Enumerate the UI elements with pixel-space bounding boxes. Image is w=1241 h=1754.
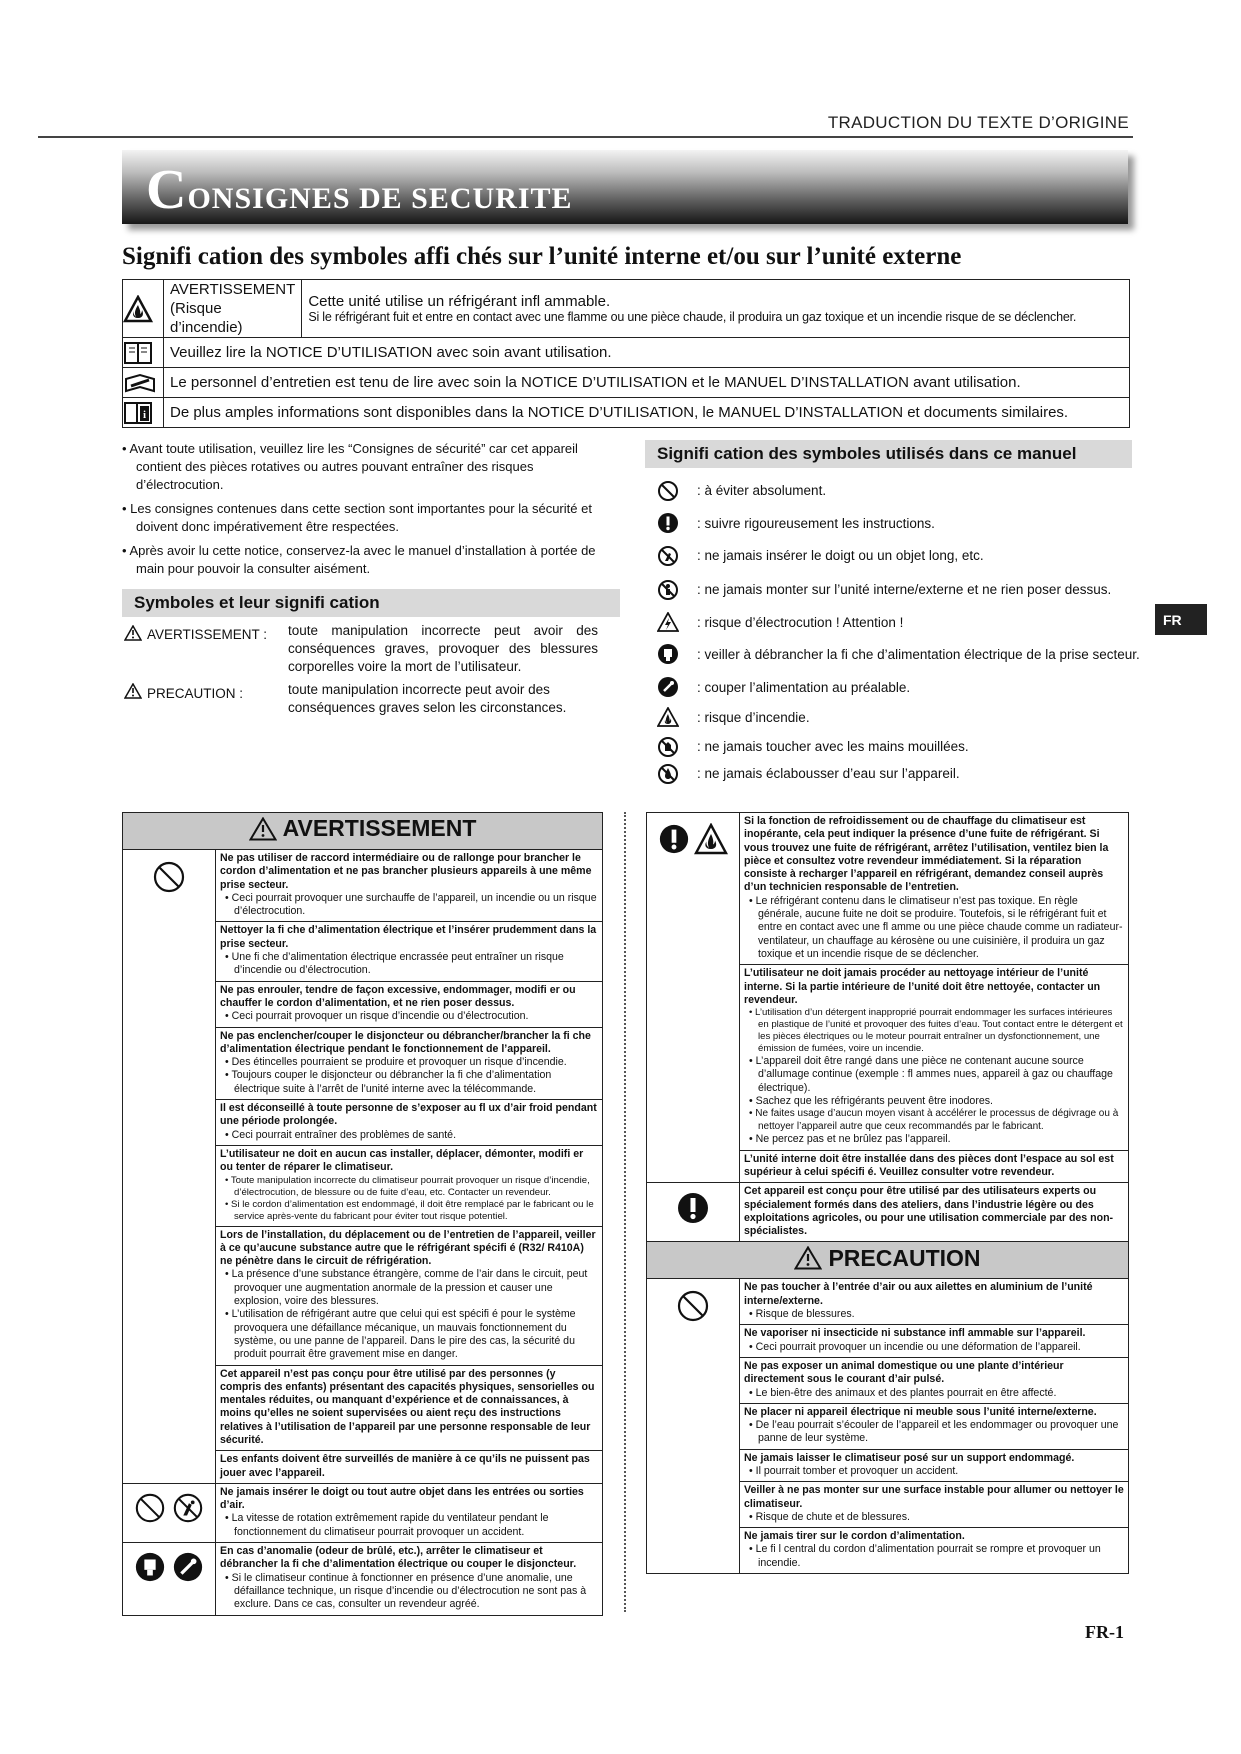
avertissement-definition: toute manipulation incorrecte peut avoir des conséquences graves, provoquer des blessures corporelles voire la mort de l’utilisateur. bbox=[288, 623, 598, 674]
avertissement-label: AVERTISSEMENT : bbox=[147, 627, 268, 642]
precaution-triangle-icon bbox=[124, 683, 142, 699]
precaution-item-4 bbox=[740, 1403, 1129, 1449]
avert-item-2 bbox=[216, 922, 603, 981]
title-rest: ONSIGNES DE SECURITE bbox=[187, 182, 573, 215]
service-manual-text: Le personnel d’entretien est tenu de lire avec soin la NOTICE D’UTILISATION et le MANUEL D’INSTALLATION avant utilisation. bbox=[164, 368, 1130, 398]
read-manual-text: Veuillez lire la NOTICE D’UTILISATION avec soin avant utilisation. bbox=[164, 338, 1130, 368]
unit-symbols-table bbox=[122, 279, 1130, 428]
precaution-header-icon bbox=[794, 1246, 822, 1270]
right-item-3-heading: L’unité interne doit être installée dans des pièces dont l’espace au sol est supérieur à celui spécifi é. Veuillez consulter votre revendeur. bbox=[744, 1152, 1114, 1178]
more-info-text: De plus amples informations sont disponibles dans la NOTICE D’UTILISATION, le MANUEL D’INSTALLATION et documents similaires. bbox=[164, 398, 1130, 428]
avert-prohibition-cell bbox=[123, 850, 216, 1484]
avert-item-7-note-2: • L’utilisation de réfrigérant autre que celui qui est spécifi é pour le système provoquera une défaillance mécanique, un mauvais fonctionnement du système, ou une panne de l’appareil. Dans le pire des cas, la sécurité du produit pourrait être gravement mise en danger. bbox=[225, 1308, 576, 1361]
precaution-definition: toute manipulation incorrecte peut avoir des conséquences graves selon les circonstances. bbox=[288, 682, 567, 715]
right-item-2-note-2: • L’appareil doit être rangé dans une pièce ne contenant aucune source d’allumage continue (exemple : fl ammes nues, appareil à gaz ou chauffage électrique). bbox=[749, 1055, 1113, 1094]
right-mandatory-cell bbox=[647, 1183, 740, 1242]
manual-symbol-text-9: : ne jamais toucher avec les mains mouillées. bbox=[697, 739, 969, 754]
avert-item-7 bbox=[216, 1226, 603, 1365]
avert-item-3-note: • Ceci pourrait provoquer un risque d’incendie ou d’électrocution. bbox=[225, 1010, 529, 1023]
no-finger-icon bbox=[172, 1492, 204, 1524]
avert-item-1 bbox=[216, 850, 603, 922]
manual-symbol-text-2: : suivre rigoureusement les instructions. bbox=[697, 516, 935, 531]
avert-item-8-heading: Cet appareil n’est pas conçu pour être utilisé par des personnes (y compris des enfants) présentant des capacités physiques, sensorielles ou mentales réduites, ou manquant d’expérience et de connaissances, à moins qu’elles ne soient supervisées ou aient reçu des instructions relatives à l’utilisation de l’appareil par une personne responsable de leur sécurité. bbox=[220, 1367, 595, 1446]
avert-item-5-note: • Ceci pourrait entraîner des problèmes de santé. bbox=[225, 1128, 457, 1141]
right-item-1 bbox=[740, 813, 1129, 965]
unplug-icon bbox=[134, 1551, 166, 1583]
precaution-item-1-note: • Risque de blessures. bbox=[749, 1308, 855, 1321]
no-wet-hands-icon bbox=[657, 736, 679, 758]
avert-item-6-note-2: • Si le cordon d’alimentation est endommagé, il doit être remplacé par le fabricant ou le service après-vente du fabricant pour éviter tout risque potentiel. bbox=[225, 1198, 594, 1222]
avert-item-6-note-1: • Toute manipulation incorrecte du climatiseur pourrait provoquer un risque d’incendie, d’électrocution, de blessure ou de fuite d’eau, etc. Contacter un revendeur. bbox=[225, 1174, 590, 1198]
avert-item-9-heading: Les enfants doivent être surveillés de manière à ce qu’ils ne puissent pas jouer avec l’appareil. bbox=[220, 1453, 590, 1479]
column-divider bbox=[624, 812, 626, 1612]
warning-text-cell bbox=[302, 280, 1130, 338]
precaution-label: PRECAUTION : bbox=[147, 686, 244, 701]
header-translation-note: TRADUCTION DU TEXTE D’ORIGINE bbox=[827, 113, 1129, 132]
precaution-header bbox=[647, 1242, 1129, 1279]
right-item-4 bbox=[740, 1183, 1129, 1242]
refrigerant-leak-text: Si le réfrigérant fuit et entre en contact avec une flamme ou une pièce chaude, il produira un gaz toxique et un incendie risque de se déclencher. bbox=[308, 310, 1077, 324]
avert-no-finger-cell bbox=[123, 1483, 216, 1542]
manual-symbol-text-10: : ne jamais éclabousser d’eau sur l’appareil. bbox=[697, 766, 960, 781]
language-tab: FR bbox=[1155, 604, 1207, 635]
avertissement-table bbox=[122, 812, 603, 1616]
avert-item-7-heading: Lors de l’installation, du déplacement ou de l’entretien de l’appareil, veiller à ce qu’aucune substance autre que le réfrigérant spécifi é (R32/ R410A) ne pénètre dans le circuit de réfrigération. bbox=[220, 1228, 596, 1268]
right-item-1-note: • Le réfrigérant contenu dans le climatiseur n’est pas toxique. En règle générale, aucune fuite ne doit se produire. Toutefois, si le réfrigérant fuit et entre en contact avec une fl amme ou une pièce chaude comme un radiateur-ventilateur, un chauffage au kérosène ou une cuisinière, il produira un gaz toxique et un incendie risque de se déclencher. bbox=[749, 894, 1123, 960]
avertissement-header bbox=[123, 813, 603, 850]
precaution-item-6-heading: Veiller à ne pas monter sur une surface instable pour allumer ou nettoyer le climatiseur. bbox=[744, 1484, 1124, 1510]
right-item-2-note-5: • Ne percez pas et ne brûlez pas l’appareil. bbox=[749, 1133, 951, 1146]
fire-risk-label: (Risque d’incendie) bbox=[170, 300, 243, 336]
mandatory-icon bbox=[657, 512, 679, 534]
page-number: FR-1 bbox=[1085, 1622, 1124, 1642]
flammable-refrigerant-text: Cette unité utilise un réfrigérant infl ammable. bbox=[308, 293, 611, 310]
right-item-2-note-4: • Ne faites usage d’aucun moyen visant à accélérer le processus de dégivrage ou à nettoyer l’appareil autre que ceux recommandés par le fabricant. bbox=[749, 1108, 1119, 1132]
precaution-prohibition-cell bbox=[647, 1279, 740, 1574]
intro-bullet-3: • Après avoir lu cette notice, conservez-la avec le manuel d’installation à portée de main pour pouvoir la consulter aisément. bbox=[122, 543, 596, 576]
precaution-item-3-heading: Ne pas exposer un animal domestique ou une plante d’intérieur directement sous le courant d’air pulsé. bbox=[744, 1359, 1064, 1386]
precaution-item-3 bbox=[740, 1357, 1129, 1403]
avert-item-5 bbox=[216, 1100, 603, 1146]
warning-label-cell bbox=[164, 280, 302, 338]
info-book-icon bbox=[123, 398, 164, 428]
right-warning-table bbox=[646, 812, 1129, 1574]
avert-item-2-note: • Une fi che d’alimentation électrique encrassée peut entraîner un risque d’incendie ou d’électrocution. bbox=[225, 951, 564, 977]
precaution-item-6-note: • Risque de chute et de blessures. bbox=[749, 1510, 910, 1523]
right-warning-icons-cell bbox=[647, 813, 740, 1183]
prohibition-icon bbox=[152, 860, 186, 894]
right-item-2-note-1: • L’utilisation d’un détergent inapproprié pourrait endommager les surfaces intérieures en plastique de l’unité et provoquer des fuites d’eau. Tout contact entre le détergent et les pièces électriques ou le moteur pourrait entraîner un dysfonctionnement, une émission de fumées, voire un incendie. bbox=[749, 1007, 1123, 1055]
precaution-item-4-note: • De l’eau pourrait s’écouler de l’appareil et les endommager ou provoquer une panne de leur système. bbox=[749, 1419, 1119, 1445]
avert-item-9 bbox=[216, 1451, 603, 1484]
page-title bbox=[146, 158, 573, 222]
precaution-item-3-note: • Le bien-être des animaux et des plantes pourrait en être affecté. bbox=[749, 1386, 1057, 1399]
right-item-3 bbox=[740, 1150, 1129, 1183]
warning-triangle-icon bbox=[124, 625, 142, 641]
precaution-title: PRECAUTION bbox=[828, 1244, 981, 1271]
mandatory-icon bbox=[676, 1191, 710, 1225]
header-rule bbox=[38, 136, 1133, 138]
precaution-item-5-heading: Ne jamais laisser le climatiseur posé sur un support endommagé. bbox=[744, 1451, 1075, 1464]
prohibition-icon bbox=[657, 480, 679, 502]
electric-shock-icon bbox=[657, 612, 679, 632]
precaution-item-7 bbox=[740, 1528, 1129, 1574]
avert-item-1-heading: Ne pas utiliser de raccord intermédiaire ou de rallonge pour brancher le cordon d’alimentation et ne pas brancher plusieurs appareils à une même prise secteur. bbox=[220, 852, 592, 891]
no-finger-icon bbox=[657, 545, 679, 567]
avert-item-3 bbox=[216, 981, 603, 1027]
right-item-1-heading: Si la fonction de refroidissement ou de chauffage du climatiseur est inopérante, cela peut indiquer la présence d’une fuite de réfrigérant. Si vous trouvez une fuite de réfrigérant, arrêtez l’utilisation, ventilez bien la pièce et consultez votre revendeur immédiatement. Si la réparation consiste à recharger l’appareil en réfrigérant, demandez conseil auprès d’un technicien responsable de l’entretien. bbox=[744, 815, 1109, 894]
right-item-2-heading: L’utilisateur ne doit jamais procéder au nettoyage intérieur de l’unité interne. Si la partie intérieure de l’unité doit être nettoyée, contacter un revendeur. bbox=[744, 967, 1101, 1006]
avert-item-11 bbox=[216, 1543, 603, 1615]
power-off-icon bbox=[172, 1551, 204, 1583]
fire-risk-icon bbox=[657, 707, 679, 727]
avert-item-1-note: • Ceci pourrait provoquer une surchauffe de l’appareil, un incendie ou un risque d’électrocution. bbox=[225, 891, 597, 918]
avert-item-6-heading: L’utilisateur ne doit en aucun cas installer, déplacer, démonter, modifi er ou tenter de réparer le climatiseur. bbox=[220, 1147, 584, 1174]
service-manual-icon bbox=[123, 368, 164, 398]
power-off-icon bbox=[657, 676, 679, 698]
unplug-icon bbox=[657, 643, 679, 665]
prohibition-icon bbox=[676, 1289, 710, 1323]
fire-risk-icon bbox=[694, 823, 728, 855]
no-water-splash-icon bbox=[657, 763, 679, 785]
manual-symbol-text-5: : risque d’électrocution ! Attention ! bbox=[697, 615, 904, 630]
avertissement-title: AVERTISSEMENT bbox=[282, 815, 477, 842]
precaution-item-5-note: • Il pourrait tomber et provoquer un accident. bbox=[749, 1464, 959, 1477]
manual-symbols-title: Signifi cation des symboles utilisés dans ce manuel bbox=[645, 440, 1132, 468]
book-icon bbox=[123, 338, 164, 368]
avert-item-4-heading: Ne pas enclencher/couper le disjoncteur ou débrancher/brancher la fi che d’alimentation électrique pendant le fonctionnement de l’appareil. bbox=[220, 1029, 591, 1055]
manual-symbol-text-7: : couper l’alimentation au préalable. bbox=[697, 680, 911, 695]
avert-item-2-heading: Nettoyer la fi che d’alimentation électrique et l’insérer prudemment dans la prise secteur. bbox=[220, 924, 597, 950]
precaution-item-7-heading: Ne jamais tirer sur le cordon d’alimentation. bbox=[744, 1530, 965, 1543]
prohibition-icon bbox=[134, 1492, 166, 1524]
avert-unplug-cell bbox=[123, 1543, 216, 1615]
avert-item-4-note-1: • Des étincelles pourraient se produire et provoquer un risque d’incendie. bbox=[225, 1056, 567, 1069]
right-item-2 bbox=[740, 965, 1129, 1150]
fire-warning-icon bbox=[123, 280, 164, 338]
precaution-item-6 bbox=[740, 1482, 1129, 1528]
avert-item-6 bbox=[216, 1145, 603, 1226]
precaution-item-4-heading: Ne placer ni appareil électrique ni meuble sous l’unité interne/externe. bbox=[744, 1405, 1097, 1418]
avert-item-7-note-1: • La présence d’une substance étrangère, comme de l’air dans le circuit, peut provoquer une augmentation anormale de la pression et causer une explosion, voire des blessures. bbox=[225, 1268, 588, 1308]
avert-item-4 bbox=[216, 1027, 603, 1099]
title-initial: C bbox=[146, 159, 188, 221]
precaution-item-1 bbox=[740, 1279, 1129, 1325]
mandatory-icon bbox=[658, 823, 690, 855]
precaution-item-5 bbox=[740, 1449, 1129, 1482]
intro-bullet-1: • Avant toute utilisation, veuillez lire les “Consignes de sécurité” car cet appareil contient des pièces rotatives ou autres pouvant entraîner des risques d’électrocution. bbox=[122, 441, 578, 492]
no-climbing-icon bbox=[657, 579, 679, 601]
avertissement-header-icon bbox=[249, 817, 277, 841]
avert-item-8 bbox=[216, 1365, 603, 1451]
precaution-item-7-note: • Le fi l central du cordon d’alimentation pourrait se rompre et provoquer un incendie. bbox=[749, 1543, 1101, 1569]
precaution-item-2-note: • Ceci pourrait provoquer un incendie ou une déformation de l’appareil. bbox=[749, 1340, 1081, 1353]
avert-item-3-heading: Ne pas enrouler, tendre de façon excessive, endommager, modifi er ou chauffer le cordon d’alimentation, et ne rien poser dessus. bbox=[220, 983, 576, 1009]
intro-bullet-2: • Les consignes contenues dans cette section sont importantes pour la sécurité et doivent donc impérativement être respectées. bbox=[122, 501, 592, 534]
symbols-heading: Signifi cation des symboles affi chés sur l’unité interne et/ou sur l’unité externe bbox=[122, 243, 962, 270]
avert-item-10-heading: Ne jamais insérer le doigt ou tout autre objet dans les entrées ou sorties d’air. bbox=[220, 1485, 584, 1512]
manual-symbol-text-6: : veiller à débrancher la fi che d’alimentation électrique de la prise secteur. bbox=[697, 647, 1140, 662]
avert-item-4-note-2: • Toujours couper le disjoncteur ou débrancher la fi che d’alimentation électrique suite à l’arrêt de l’unité interne avec la télécommande. bbox=[225, 1069, 552, 1095]
title-banner bbox=[122, 150, 1128, 224]
avert-item-10-note: • La vitesse de rotation extrêmement rapide du ventilateur pendant le fonctionnement du climatiseur pourrait provoquer un accident. bbox=[225, 1512, 549, 1538]
manual-symbol-text-3: : ne jamais insérer le doigt ou un objet long, etc. bbox=[697, 548, 984, 563]
precaution-item-2 bbox=[740, 1325, 1129, 1358]
manual-symbol-text-4: : ne jamais monter sur l’unité interne/externe et ne rien poser dessus. bbox=[697, 582, 1112, 597]
avert-item-5-heading: Il est déconseillé à toute personne de s’exposer au fl ux d’air froid pendant une période prolongée. bbox=[220, 1102, 597, 1128]
right-item-4-heading: Cet appareil est conçu pour être utilisé par des utilisateurs experts ou spécialement formés dans des ateliers, dans l’industrie légère ou des exploitations agricoles, ou pour une utilisation commerciale par des non-spécialistes. bbox=[744, 1185, 1114, 1238]
avert-item-11-heading: En cas d’anomalie (odeur de brûlé, etc.), arrêter le climatiseur et débrancher la fi che d’alimentation électrique ou couper le disjoncteur. bbox=[220, 1545, 577, 1571]
manual-symbol-text-8: : risque d’incendie. bbox=[697, 710, 810, 725]
manual-symbol-text-1: : à éviter absolument. bbox=[697, 483, 827, 498]
avert-item-11-note: • Si le climatiseur continue à fonctionner en présence d’une anomalie, une défaillance technique, un risque d’incendie ou d’électrocution ne sont pas à exclure. Dans ce cas, consulter un revendeur agréé. bbox=[225, 1571, 587, 1611]
symbols-meaning-title: Symboles et leur signifi cation bbox=[122, 589, 620, 617]
precaution-item-1-heading: Ne pas toucher à l’entrée d’air ou aux ailettes en aluminium de l’unité interne/externe. bbox=[744, 1281, 1093, 1307]
svg-text:i: i bbox=[142, 408, 147, 421]
avert-item-10 bbox=[216, 1483, 603, 1542]
right-item-2-note-3: • Sachez que les réfrigérants peuvent être inodores. bbox=[749, 1095, 993, 1108]
precaution-item-2-heading: Ne vaporiser ni insecticide ni substance infl ammable sur l’appareil. bbox=[744, 1327, 1086, 1340]
warning-label: AVERTISSEMENT bbox=[170, 281, 296, 298]
